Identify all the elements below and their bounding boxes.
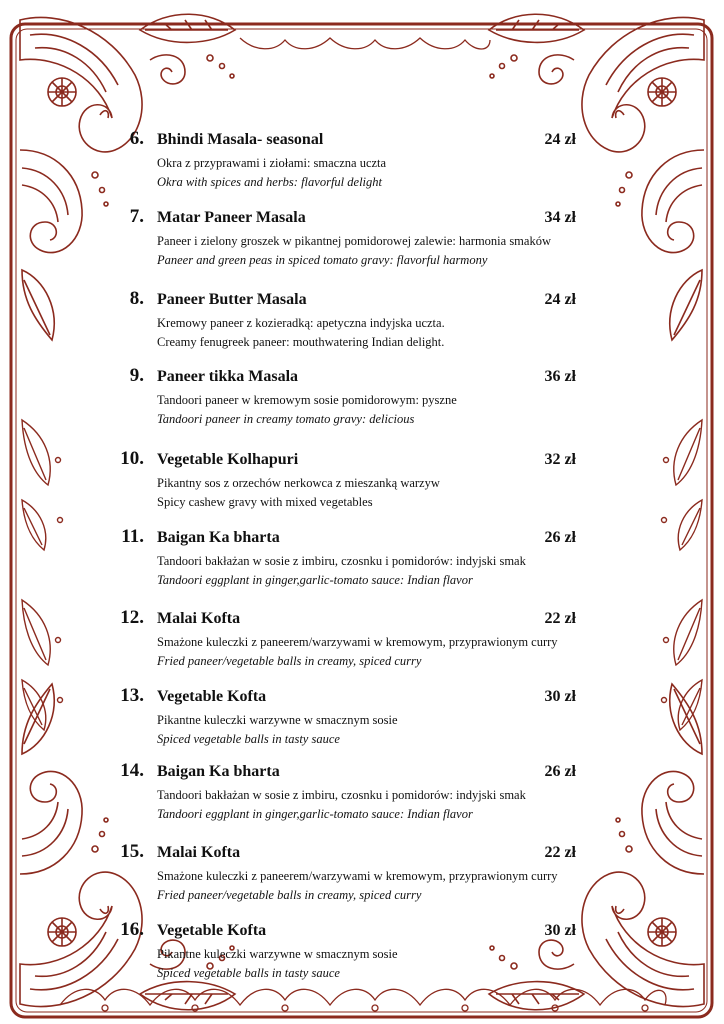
item-description-english: Spicy cashew gravy with mixed vegetables (157, 495, 373, 509)
item-name: Vegetable Kofta (157, 922, 267, 939)
item-description-polish: Pikantne kuleczki warzywne w smacznym sosie (157, 947, 398, 961)
item-number: 8. (129, 288, 144, 309)
item-price: 26 zł (544, 529, 576, 546)
item-description-english: Paneer and green peas in spiced tomato gravy: flavorful harmony (157, 253, 488, 267)
item-name: Matar Paneer Masala (157, 209, 306, 226)
item-description-polish: Paneer i zielony groszek w pikantnej pomidorowej zalewie: harmonia smaków (157, 234, 551, 248)
item-name: Paneer tikka Masala (157, 368, 299, 385)
item-price: 30 zł (544, 922, 576, 939)
item-description-english: Tandoori eggplant in ginger,garlic-tomato sauce: Indian flavor (157, 573, 473, 587)
item-description-english: Creamy fenugreek paneer: mouthwatering Indian delight. (157, 335, 445, 349)
item-description-english: Spiced vegetable balls in tasty sauce (157, 732, 340, 746)
item-description-english: Tandoori paneer in creamy tomato gravy: delicious (157, 412, 415, 426)
item-description-polish: Smażone kuleczki z paneerem/warzywami w kremowym, przyprawionym curry (157, 635, 558, 649)
item-price: 36 zł (544, 368, 576, 385)
item-price: 26 zł (544, 763, 576, 780)
item-number: 14. (120, 760, 144, 781)
item-name: Vegetable Kofta (157, 688, 267, 705)
item-description-english: Fried paneer/vegetable balls in creamy, spiced curry (157, 654, 422, 668)
item-number: 7. (129, 206, 144, 227)
item-description-polish: Kremowy paneer z kozieradką: apetyczna indyjska uczta. (157, 316, 445, 330)
item-description-polish: Tandoori bakłażan w sosie z imbiru, czosnku i pomidorów: indyjski smak (157, 788, 526, 802)
item-number: 13. (120, 685, 144, 706)
item-number: 10. (120, 448, 144, 469)
item-name: Baigan Ka bharta (157, 763, 280, 780)
item-description-english: Okra with spices and herbs: flavorful delight (157, 175, 382, 189)
item-price: 24 zł (544, 291, 576, 308)
item-price: 34 zł (544, 209, 576, 226)
item-name: Baigan Ka bharta (157, 529, 280, 546)
item-number: 15. (120, 841, 144, 862)
item-name: Paneer Butter Masala (157, 291, 307, 308)
item-name: Malai Kofta (157, 610, 241, 627)
item-name: Vegetable Kolhapuri (157, 451, 299, 468)
item-description-polish: Smażone kuleczki z paneerem/warzywami w kremowym, przyprawionym curry (157, 869, 558, 883)
item-description-english: Spiced vegetable balls in tasty sauce (157, 966, 340, 980)
item-number: 6. (129, 128, 144, 149)
item-description-polish: Tandoori bakłażan w sosie z imbiru, czosnku i pomidorów: indyjski smak (157, 554, 526, 568)
item-price: 22 zł (544, 610, 576, 627)
item-description-polish: Tandoori paneer w kremowym sosie pomidorowym: pyszne (157, 393, 457, 407)
item-price: 32 zł (544, 451, 576, 468)
item-price: 30 zł (544, 688, 576, 705)
item-number: 16. (120, 919, 144, 940)
item-price: 24 zł (544, 131, 576, 148)
item-number: 11. (121, 526, 144, 547)
item-description-polish: Pikantny sos z orzechów nerkowca z mieszanką warzyw (157, 476, 440, 490)
item-description-english: Tandoori eggplant in ginger,garlic-tomato sauce: Indian flavor (157, 807, 473, 821)
item-description-english: Fried paneer/vegetable balls in creamy, spiced curry (157, 888, 422, 902)
item-number: 12. (120, 607, 144, 628)
item-description-polish: Pikantne kuleczki warzywne w smacznym sosie (157, 713, 398, 727)
item-price: 22 zł (544, 844, 576, 861)
item-name: Malai Kofta (157, 844, 241, 861)
item-name: Bhindi Masala- seasonal (157, 131, 324, 148)
item-description-polish: Okra z przyprawami i ziołami: smaczna uczta (157, 156, 387, 170)
item-number: 9. (129, 365, 144, 386)
